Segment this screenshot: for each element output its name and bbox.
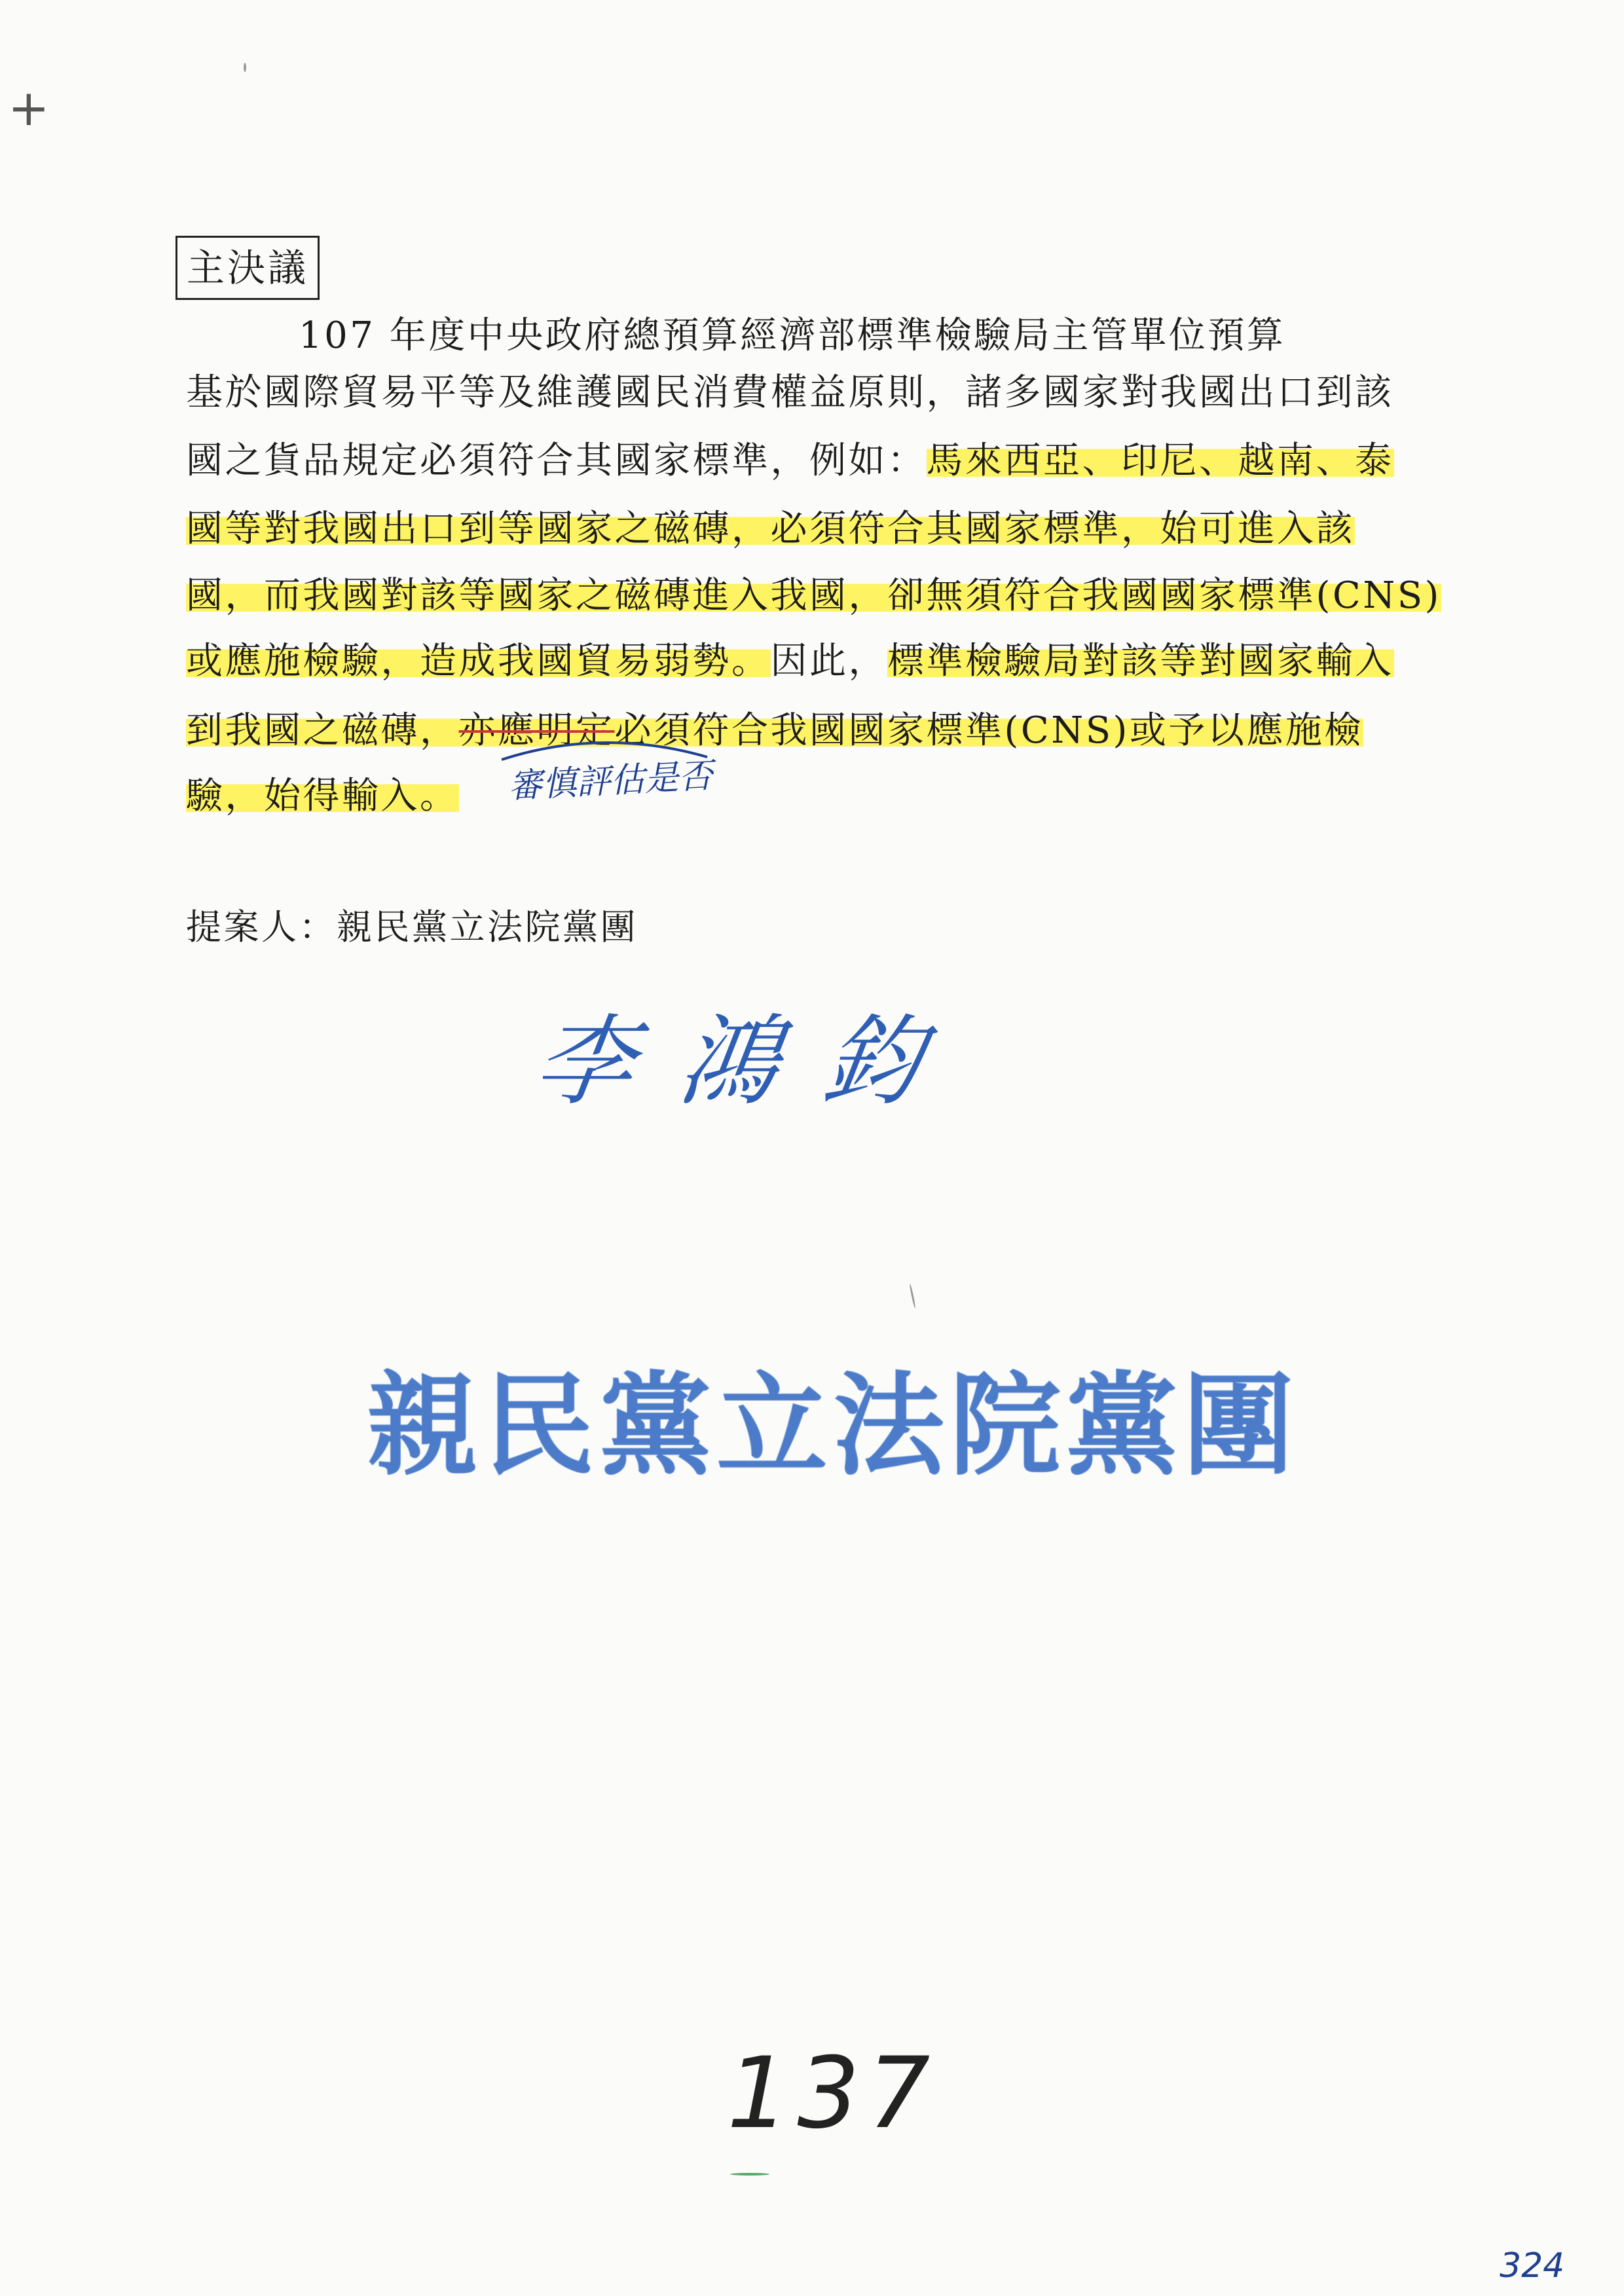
scan-speck — [909, 1284, 916, 1308]
scan-speck — [244, 63, 246, 72]
body-line — [186, 765, 459, 828]
header-label: 主決議 — [175, 236, 320, 300]
highlighted-segment: 馬來西亞、印尼、越南、泰 — [926, 439, 1394, 482]
body-segment: 基於國際貿易平等及維護國民消費權益原則，諸多國家對我國出口到該 — [186, 371, 1394, 414]
corner-note: 324 — [1500, 2246, 1565, 2286]
body-line — [186, 565, 1441, 627]
party-stamp: 親民黨立法院黨團 — [367, 1361, 1300, 1491]
highlighted-segment: 或應施檢驗，造成我國貿易弱勢。 — [186, 640, 771, 682]
highlighted-segment: 必須符合我國國家標準(CNS)或予以應施檢 — [614, 709, 1363, 752]
scan-speck — [730, 2173, 769, 2176]
body-line — [186, 430, 1394, 492]
highlighted-segment: 國等對我國出口到等國家之磁磚，必須符合其國家標準，始可進入該 — [186, 508, 1355, 550]
insertion-caret — [498, 733, 714, 773]
body-segment: 因此， — [770, 640, 887, 682]
handwritten-signature: 李鴻鈞 — [527, 1005, 976, 1119]
highlighted-segment: 標準檢驗局對該等對國家輸入 — [887, 640, 1394, 682]
corner-mark: + — [8, 79, 50, 137]
highlighted-segment: 到我國之磁磚， — [186, 709, 459, 752]
highlighted-segment: 國，而我國對該等國家之磁磚進入我國，卻無須符合我國國家標準(CNS) — [186, 574, 1441, 617]
body-segment: 國之貨品規定必須符合其國家標準，例如： — [186, 439, 927, 482]
proposer-line — [186, 896, 638, 959]
body-line — [186, 699, 1363, 762]
highlighted-segment: 驗，始得輸入。 — [186, 775, 459, 817]
page-number: 137 — [727, 2037, 938, 2151]
struck-segment: 亦應明定 — [458, 709, 615, 752]
body-line — [186, 361, 1394, 424]
proposer-label: 提案人： — [186, 906, 337, 948]
handwritten-insert: 審慎評估是否 — [507, 756, 714, 807]
document-title: 107 年度中央政府總預算經濟部標準檢驗局主管單位預算 — [299, 314, 1286, 357]
body-line — [186, 498, 1355, 561]
proposer-name: 親民黨立法院黨團 — [337, 906, 638, 948]
body-line — [186, 630, 1394, 693]
